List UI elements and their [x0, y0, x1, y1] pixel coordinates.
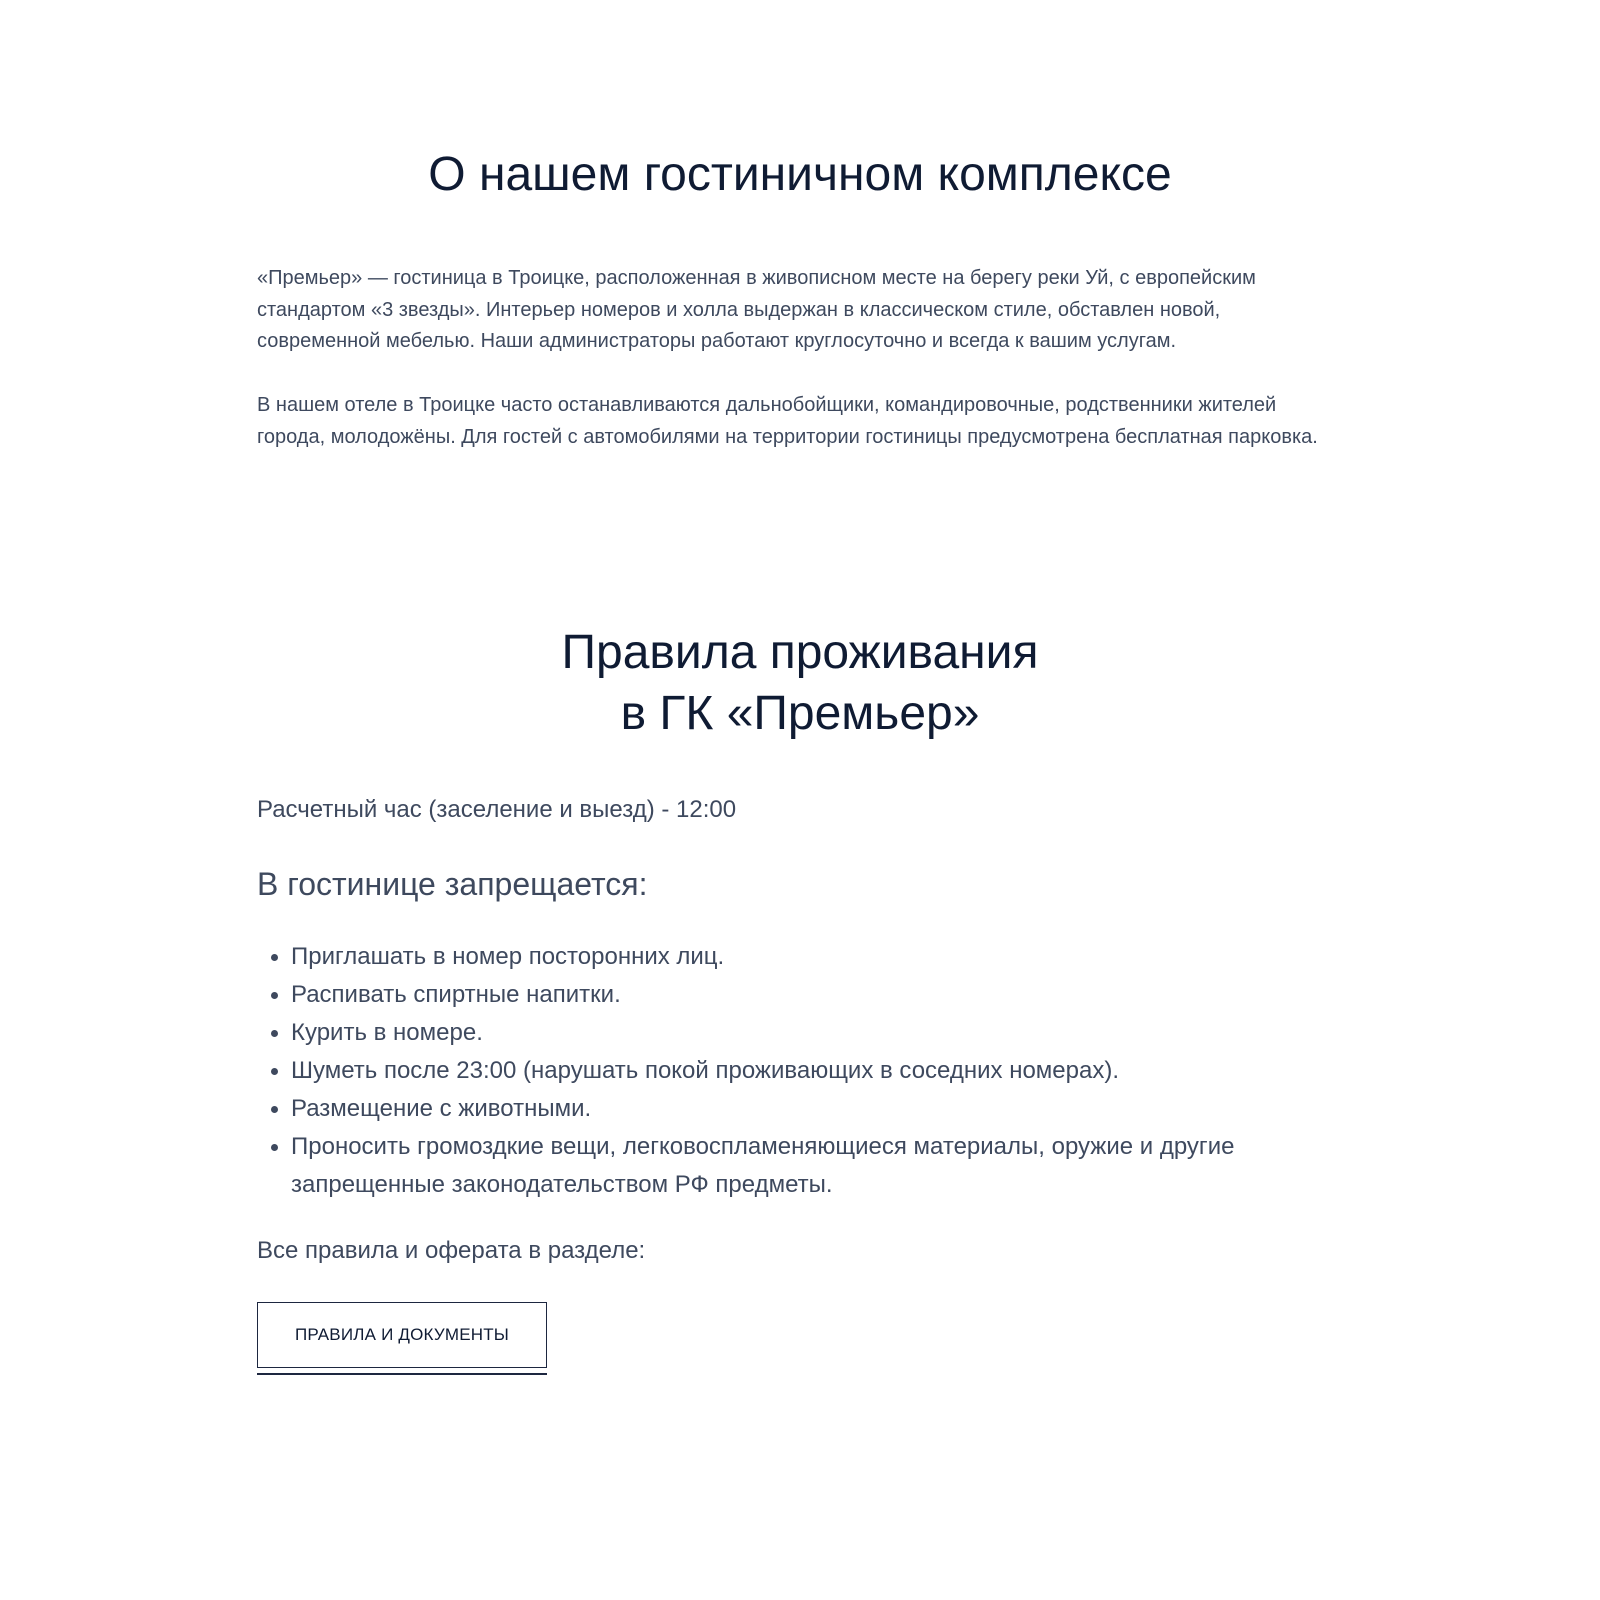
- list-item: [291, 1014, 1343, 1052]
- list-item: [291, 1090, 1343, 1128]
- bullet-icon: [271, 954, 278, 961]
- list-item-text: Приглашать в номер посторонних лиц.: [291, 943, 725, 970]
- bullet-icon: [271, 1030, 278, 1037]
- rules-documents-button[interactable]: ПРАВИЛА И ДОКУМЕНТЫ: [257, 1302, 547, 1368]
- forbidden-title: В гостинице запрещается:: [257, 866, 648, 902]
- button-underline: [257, 1373, 547, 1375]
- bullet-icon: [271, 1144, 278, 1151]
- list-item-text: Распивать спиртные напитки.: [291, 981, 621, 1008]
- bullet-icon: [271, 992, 278, 999]
- list-item: [291, 1052, 1343, 1090]
- forbidden-list: [257, 938, 1343, 1204]
- list-item-text: Проносить громоздкие вещи, легковоспламеняющиеся материалы, оружие и другие запрещенные законодательством РФ предметы.: [291, 1133, 1235, 1198]
- checkout-time-text: Расчетный час (заселение и выезд) - 12:00: [257, 796, 737, 823]
- list-item-text: Размещение с животными.: [291, 1095, 592, 1122]
- bullet-icon: [271, 1068, 278, 1075]
- list-item: [291, 938, 1343, 976]
- rules-title-line: в ГК «Премьер»: [620, 687, 980, 740]
- rules-title: [257, 622, 1343, 744]
- about-description: [257, 263, 1343, 485]
- bullet-icon: [271, 1106, 278, 1113]
- list-item-text: Курить в номере.: [291, 1019, 483, 1046]
- list-item-text: Шуметь после 23:00 (нарушать покой проживающих в соседних номерах).: [291, 1057, 1119, 1084]
- about-title: О нашем гостиничном комплексе: [428, 148, 1172, 201]
- list-item: [291, 1128, 1343, 1204]
- about-paragraph: В нашем отеле в Троицке часто останавливаются дальнобойщики, командировочные, родственники жителей города, молодожёны. Для гостей с автомобилями на территории гостиницы предусмотрена бесплатная парковка.: [257, 393, 1318, 448]
- all-rules-text: Все правила и оферата в разделе:: [257, 1237, 646, 1264]
- about-paragraph: «Премьер» — гостиница в Троицке, расположенная в живописном месте на берегу реки Уй, с европейским стандартом «3 звезды». Интерьер номеров и холла выдержан в классическом стиле, обставлен новой, современной мебелью. Наши администраторы работают круглосуточно и всегда к вашим услугам.: [257, 267, 1256, 353]
- list-item: [291, 976, 1343, 1014]
- rules-title-line: Правила проживания: [561, 626, 1039, 679]
